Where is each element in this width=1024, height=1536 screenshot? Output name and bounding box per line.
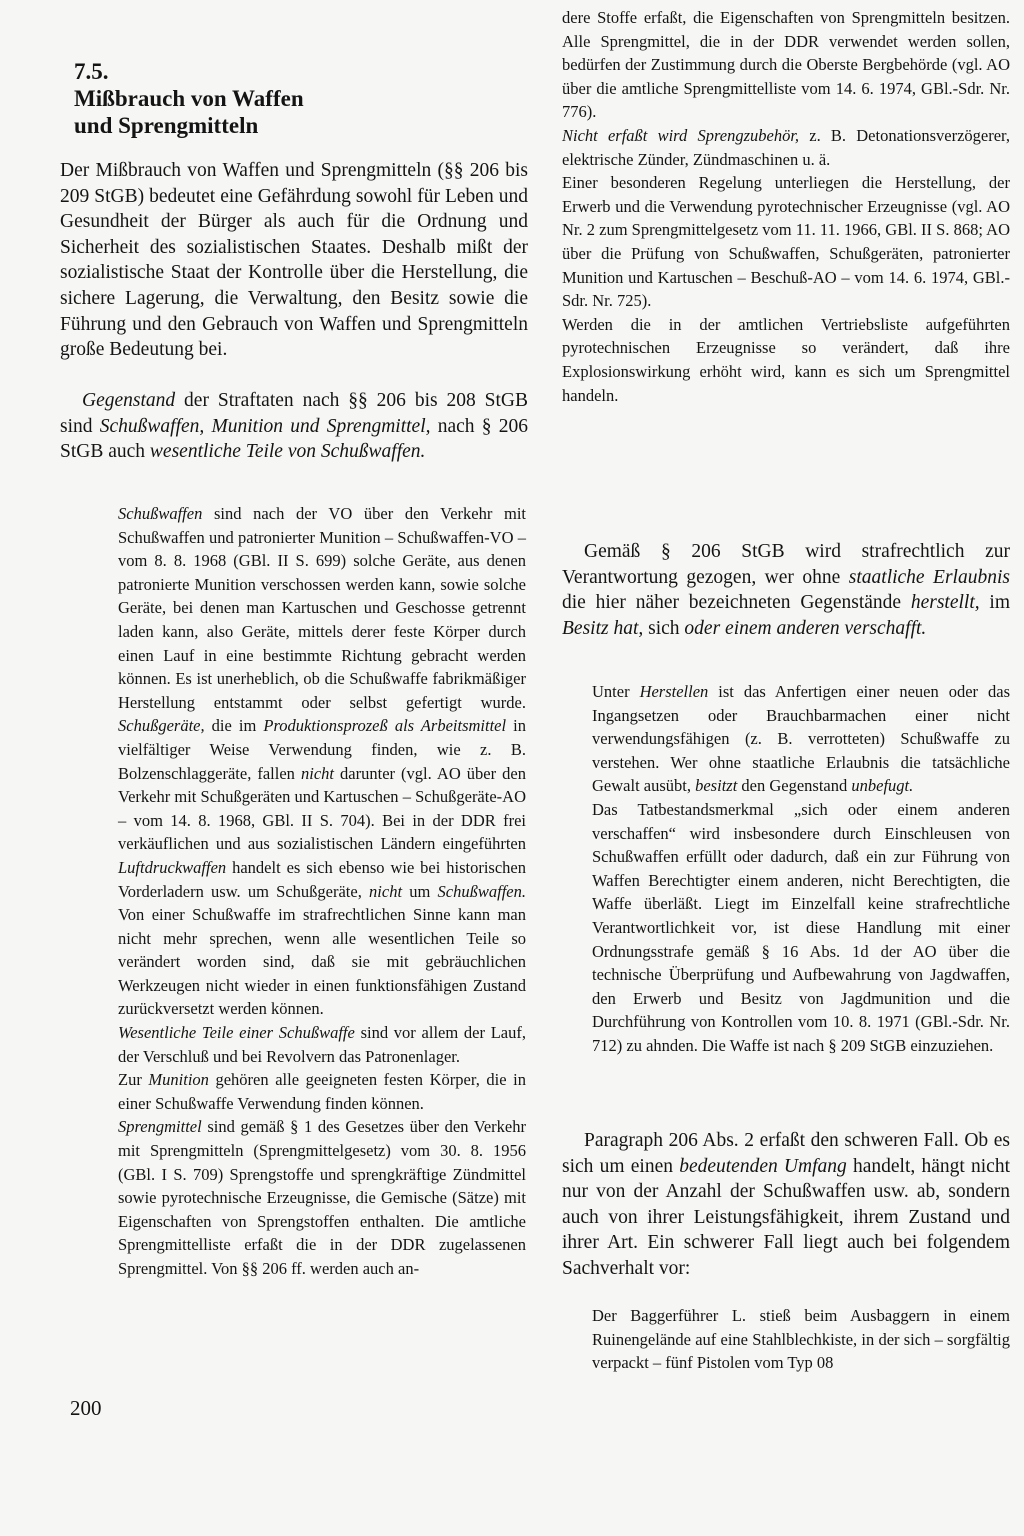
text-run: Von einer Schußwaffe im strafrechtlichen Sinne kann man nicht mehr sprechen, wenn alle wesentlichen Teile so verändert worden sind, daß sie mit gebräuchlichen Werkzeugen nicht wieder in einen funktionsfähigen Zustand zurückversetzt werden können. <box>118 905 526 1019</box>
baggerfuehrer-example: Der Baggerführer L. stieß beim Ausbaggern in einem Ruinengelände auf eine Stahlblechkiste, in der sich – sorgfältig verpackt – fünf Pistolen vom Typ 08 <box>592 1306 1010 1373</box>
emphasis: Schußwaffen. <box>437 881 526 901</box>
section-heading <box>74 58 304 139</box>
text-run: der Straftaten nach §§ 206 bis 208 StGB sind <box>60 390 528 437</box>
emphasis: oder einem anderen verschafft. <box>684 617 927 639</box>
herstellen-paragraph <box>592 680 1010 798</box>
paragraph-206-intro <box>562 539 1010 641</box>
emphasis: Sprengmittel <box>118 1117 202 1137</box>
text-run: Zur <box>118 1070 149 1090</box>
text-run: Paragraph 206 Abs. 2 erfaßt den schweren Fall. Ob es sich um einen <box>562 1130 1010 1177</box>
verschaffen-paragraph: Das Tatbestandsmerkmal „sich oder einem anderen verschaffen“ wird insbesondere durch Einschleusen von Schußwaffen erfüllt oder dadurch, daß ein zur Führung von Waffen Berechtigter einem anderen, nicht Berechtigten, die Waffe überläßt. Liegt im Einzelfall keine strafrechtliche Verantwortlichkeit vor, ist diese Handlung mit einer Ordnungsstrafe gemäß § 16 Abs. 1d der AO über die technische Überprüfung und Aufbewahrung von Jagdwaffen, den Erwerb und Besitz von Jagdmunition und die Durchführung von Kontrollen vom 10. 8. 1971 (GBl.-Sdr. Nr. 712) zu ahnden. Die Waffe ist nach § 209 StGB einzuziehen. <box>592 799 1010 1055</box>
emphasis: Nicht erfaßt wird Sprengzubehör, <box>562 125 800 145</box>
emphasis: unbefugt. <box>851 776 914 796</box>
text-run: in vielfältiger Weise Verwendung finden, wie z. B. Bolzenschlaggeräte, fallen <box>118 716 526 783</box>
munition-paragraph <box>118 1068 526 1115</box>
vertriebsliste-paragraph: Werden die in der amtlichen Vertriebsliste aufgeführten pyrotechnischen Erzeugnisse so verändert, daß ihre Explosionswirkung erhöht wird, kann es sich um Sprengmittel handeln. <box>562 314 1010 405</box>
text-run: gehören alle geeigneten festen Körper, die in einer Schußwaffe Verwendung finden können. <box>118 1070 526 1113</box>
emphasis: nicht <box>300 763 334 783</box>
emphasis: herstellt, <box>910 592 980 614</box>
text-run: z. B. Detonationsverzögerer, elektrische Zünder, Zündmaschinen u. ä. <box>562 125 1010 169</box>
emphasis: staatliche Erlaubnis <box>848 566 1010 588</box>
sprengmittel-continued: dere Stoffe erfaßt, die Eigenschaften von Sprengmitteln besitzen. Alle Sprengmittel, die in der DDR verwendet werden sollen, bedürfen der Zustimmung durch die Oberste Bergbehörde (vgl. AO über die amtliche Sprengmittelliste vom 14. 6. 1974, GBl.-Sdr. Nr. 776). <box>562 8 1010 122</box>
intro-paragraph-1: Der Mißbrauch von Waffen und Sprengmitteln (§§ 206 bis 209 StGB) bedeutet eine Gefährdung sowohl für Leben und Gesundheit der Bürger als auch für die Ordnung und Sicherheit des sozialistischen Staates. Deshalb mißt der sozialistische Staat der Kontrolle über die Herstellung, die sichere Lagerung, die Verwaltung, den Besitz sowie die Führung und den Gebrauch von Waffen und Sprengmitteln große Bedeutung bei. <box>60 160 528 361</box>
emphasis: Besitz hat, <box>562 617 644 639</box>
emphasis: Herstellen <box>639 682 709 701</box>
section-number: 7.5. <box>74 59 109 84</box>
emphasis: Schußgeräte, <box>118 716 205 736</box>
emphasis: Wesentliche Teile einer Schußwaffe <box>118 1023 355 1043</box>
text-run: Gemäß § 206 StGB wird strafrechtlich zur Verantwortung gezogen, wer ohne <box>562 541 1010 588</box>
text-run: die im <box>204 716 264 736</box>
pyrotechnik-paragraph: Einer besonderen Regelung unterliegen die Herstellung, der Erwerb und die Verwendung pyrotechnischer Erzeugnisse (vgl. AO Nr. 2 zum Sprengmittelgesetz vom 11. 11. 1966, GBl. II S. 868; AO über die Prüfung von Schußwaffen, Schußgeräten, patronierter Munition und Kartuschen – Beschuß-AO – vom 14. 6. 1974, GBl.-Sdr. Nr. 725). <box>562 173 1010 311</box>
emphasis: Schußwaffen, Munition und Sprengmittel, <box>99 415 431 437</box>
text-run: im <box>979 592 1010 614</box>
emphasis: Schußwaffen <box>118 504 203 523</box>
text-run: nach § 206 StGB auch <box>60 415 528 463</box>
section-title-line1: Mißbrauch von Waffen <box>74 86 304 111</box>
text-run: den Gegenstand <box>737 776 852 796</box>
sprengzubehoer-paragraph <box>562 124 1010 171</box>
text-run: sind vor allem der Lauf, der Verschluß und bei Revolvern das Patronenlager. <box>118 1023 526 1066</box>
emphasis: Luftdruckwaffen <box>118 857 227 877</box>
schwerer-fall-paragraph <box>562 1128 1010 1282</box>
text-run: ist das Anfertigen einer neuen oder das Ingangsetzen oder Brauchbarmachen einer nicht verwendungsfähigen (z. B. verrotteten) Schußwaffe zu verstehen. Wer ohne staatliche Erlaubnis die tatsächliche Gewalt ausübt, <box>592 682 1010 796</box>
text-run: um <box>402 881 438 901</box>
wesentliche-teile-paragraph <box>118 1021 526 1068</box>
right-small-mid-block <box>592 680 1010 1058</box>
text-run: sind gemäß § 1 des Gesetzes über den Verkehr mit Sprengmitteln (Sprengmittelgesetz) vom 30. 8. 1956 (GBl. I S. 709) Sprengstoffe und sprengkräftige Zündmittel sowie pyrotechnische Erzeugnisse, die Gemische (Sätze) mit Eigenschaften von Sprengstoffen enthalten. Die amtliche Sprengmittelliste erfaßt die in der DDR zugelassenen Sprengmittel. Von §§ 206 ff. werden auch an- <box>118 1117 526 1278</box>
sprengmittel-paragraph <box>118 1115 526 1280</box>
emphasis: bedeutenden Umfang <box>679 1155 847 1177</box>
emphasis: besitzt <box>695 776 738 796</box>
emphasis: nicht <box>369 881 403 901</box>
emphasis: Gegenstand <box>82 390 176 411</box>
intro-paragraph-2 <box>60 388 528 465</box>
emphasis: wesentliche Teile von Schußwaffen. <box>149 441 426 463</box>
text-run: die hier näher bezeichneten Gegenstände <box>562 592 911 614</box>
text-run: handelt es sich ebenso wie bei historischen Vorderladern usw. um Schußgeräte, <box>118 857 526 901</box>
schusswaffen-definition <box>118 502 526 1021</box>
section-title-line2: und Sprengmitteln <box>74 113 259 138</box>
emphasis: Munition <box>148 1070 209 1090</box>
emphasis: Produktionsprozeß als Arbeitsmittel <box>263 716 507 736</box>
text-run: sich <box>643 617 685 639</box>
text-run: handelt, hängt nicht nur von der Anzahl der Schußwaffen usw. ab, sondern auch von ihrer Leistungsfähigkeit, ihrem Zustand und ihrer Art. Ein schwerer Fall liegt auch bei folgendem Sachverhalt vor: <box>562 1155 1010 1279</box>
text-run: sind nach der VO über den Verkehr mit Schußwaffen und patronierter Munition – Schußwaffen-VO – vom 8. 8. 1968 (GBl. II S. 699) solche Geräte, aus denen patronierte Munition verschossen werden kann, sowie solche Geräte, bei denen man Kartuschen und Geschosse getrennt laden kann, also Geräte, mittels derer feste Körper durch einen Lauf in eine bestimmte Richtung gebracht werden können. Es ist unerheblich, ob die Schußwaffe fabrikmäßiger Herstellung entstammt oder selbst gefertigt wurde. <box>118 504 526 712</box>
left-small-block <box>118 502 526 1281</box>
page-number: 200 <box>70 1396 102 1420</box>
right-small-top-block <box>562 6 1010 407</box>
text-run: darunter (vgl. AO über den Verkehr mit Schußgeräten und Kartuschen – Schußgeräte-AO – vom 14. 8. 1968, GBl. II S. 704). Bei in der DDR frei verkäuflichen und aus sozialistischen Ländern eingeführten <box>118 763 526 854</box>
text-run: Unter <box>592 682 640 701</box>
